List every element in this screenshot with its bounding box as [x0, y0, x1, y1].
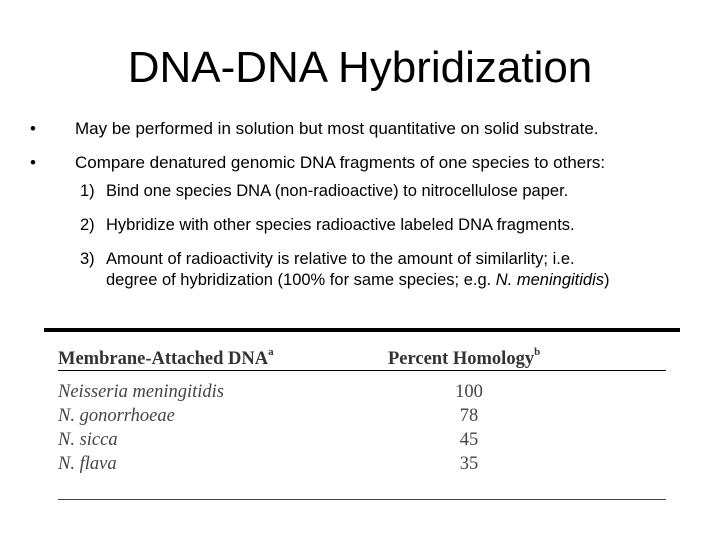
organism-cell: N. sicca: [58, 430, 118, 450]
homology-cell: 100: [455, 382, 483, 402]
table-row: [44, 404, 680, 428]
species-name: N. meningitidis: [495, 271, 605, 289]
step-number: 1): [80, 182, 95, 200]
step-text-line2-pre: degree of hybridization (100% for same species; e.g.: [106, 271, 496, 289]
table-row: [44, 380, 680, 404]
bullet-text: May be performed in solution but most quantitative on solid substrate.: [75, 119, 599, 138]
step-number: 2): [80, 216, 95, 234]
bullet-dot: •: [30, 119, 36, 138]
table-row: [44, 428, 680, 452]
homology-cell: 35: [459, 454, 479, 474]
homology-cell: 78: [459, 406, 479, 426]
column-header-text: Membrane-Attached DNA: [58, 349, 269, 370]
slide-title: DNA-DNA Hybridization: [127, 43, 593, 92]
step-number: 3): [80, 250, 95, 268]
organism-cell: N. flava: [58, 454, 117, 474]
step-text: [106, 249, 610, 291]
table-header-rule: [58, 370, 666, 371]
step-text-line2-post: ): [604, 271, 610, 289]
step-text: Hybridize with other species radioactive labeled DNA fragments.: [106, 216, 575, 234]
bullet-dot: •: [30, 153, 36, 172]
column-header-percent-homology: [388, 342, 540, 371]
homology-cell: 45: [459, 430, 479, 450]
footnote-marker: a: [268, 346, 274, 358]
table-top-rule: [44, 328, 680, 332]
step-text-line1: Amount of radioactivity is relative to the amount of similarlity; i.e.: [106, 250, 575, 268]
step-text: Bind one species DNA (non-radioactive) to nitrocellulose paper.: [106, 182, 569, 200]
table-bottom-rule: [58, 499, 666, 500]
column-header-membrane-dna: [58, 342, 274, 371]
column-header-text: Percent Homology: [388, 349, 535, 370]
bullet-text: Compare denatured genomic DNA fragments of one species to others:: [75, 153, 606, 172]
organism-cell: Neisseria meningitidis: [58, 382, 224, 402]
homology-table: [44, 328, 680, 508]
table-row: [44, 452, 680, 476]
organism-cell: N. gonorrhoeae: [58, 406, 175, 426]
footnote-marker: b: [534, 346, 541, 358]
